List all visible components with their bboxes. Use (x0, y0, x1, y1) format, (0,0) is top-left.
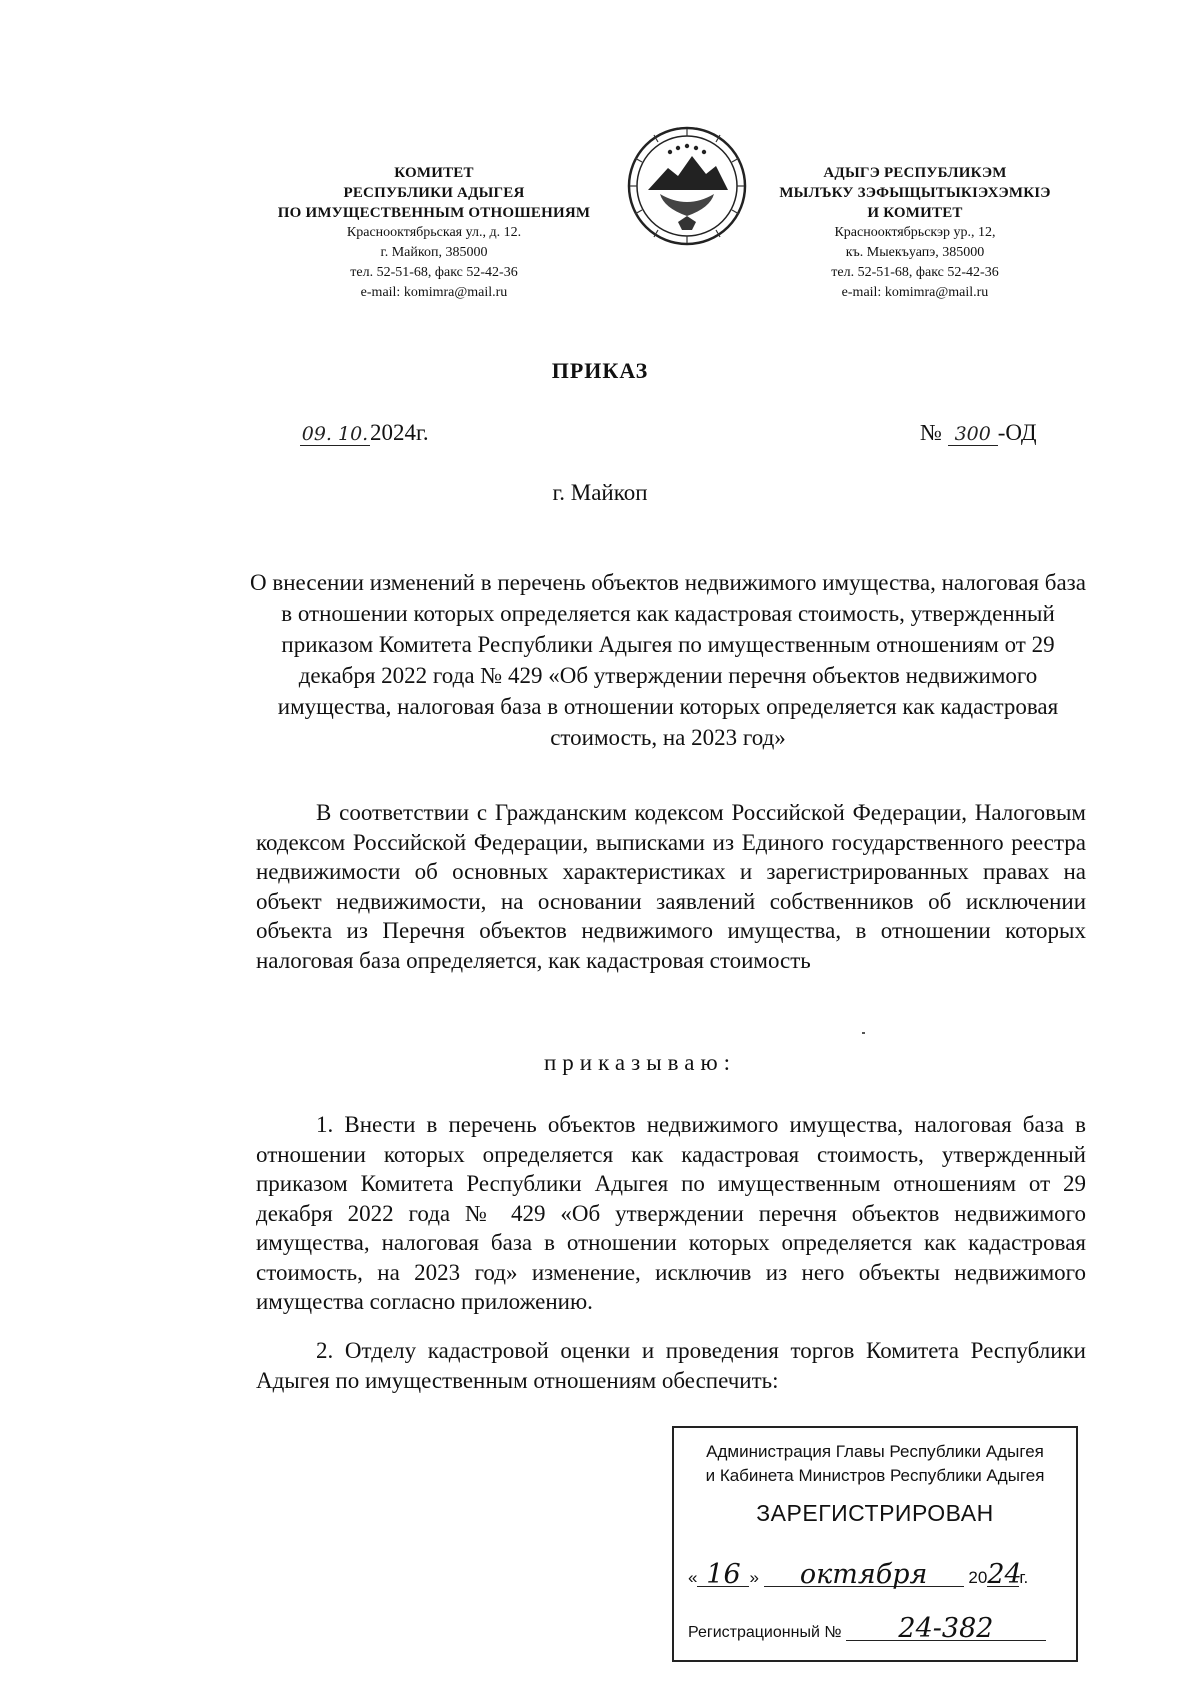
number-handwritten: 300 (948, 423, 998, 446)
stamp-quote-close: » (749, 1568, 759, 1587)
header-right-line3: И КОМИТЕТ (867, 205, 963, 221)
stamp-line2: и Кабинета Министров Республики Адыгея (705, 1466, 1045, 1485)
date-suffix: 2024г. (370, 420, 429, 445)
header-left-address2: г. Майкоп, 385000 (380, 245, 488, 260)
scan-artifact (862, 1032, 865, 1034)
registration-stamp (672, 1426, 1078, 1662)
document-subject: О внесении изменений в перечень объектов недвижимого имущества, налоговая база в отношении которых определяется как кадастровая стоимость, утвержденный приказом Комитета Республики Адыгея по имущественным отношениям от 29 декабря 2022 года № 429 «Об утверждении перечня объектов недвижимого имущества, налоговая база в отношении которых определяется как кадастровая стоимость, на 2023 год» (250, 570, 1086, 750)
document-city: г. Майкоп (552, 480, 648, 505)
header-right-phone: тел. 52-51-68, факс 52-42-36 (831, 265, 999, 280)
item-2-paragraph: 2. Отделу кадастровой оценки и проведения торгов Комитета Республики Адыгея по имущественным отношениям обеспечить: (256, 1338, 1086, 1393)
header-right-address2: къ. Мыекъуапэ, 385000 (845, 245, 985, 260)
number-suffix: -ОД (997, 420, 1037, 445)
adygea-coat-of-arms-icon (620, 124, 754, 248)
header-right-line2: МЫЛЪКУ ЗЭФЫЩЫТЫКIЭХЭМКIЭ (779, 185, 1051, 201)
stamp-line1: Администрация Главы Республики Адыгея (706, 1442, 1044, 1461)
header-right-address1: Краснооктябрьскэр ур., 12, (834, 225, 996, 240)
header-left-line1: КОМИТЕТ (394, 165, 474, 181)
header-left (248, 163, 620, 303)
item-1-paragraph: 1. Внести в перечень объектов недвижимого имущества, налоговая база в отношении которых определяется как кадастровая стоимость, утвержденный приказом Комитета Республики Адыгея по имущественным отношениям от 29 декабря 2022 года № 429 «Об утверждении перечня объектов недвижимого имущества, налоговая база в отношении которых определяется как кадастровая стоимость, на 2023 год» изменение, исключив из него объекты недвижимого имущества согласно приложению. (256, 1112, 1086, 1314)
stamp-reg-value: 24-382 (846, 1618, 1046, 1641)
document-title: ПРИКАЗ (551, 358, 649, 383)
date-handwritten: 09. 10. (301, 423, 369, 445)
stamp-reg-label: Регистрационный № (688, 1624, 842, 1641)
stamp-reg-number (688, 1613, 1068, 1644)
header-left-line2: РЕСПУБЛИКИ АДЫГЕЯ (343, 185, 525, 201)
header-left-phone: тел. 52-51-68, факс 52-42-36 (350, 265, 518, 280)
header-right-line1: АДЫГЭ РЕСПУБЛИКЭМ (823, 165, 1007, 181)
header-left-email: e-mail: komimra@mail.ru (360, 285, 508, 300)
document-number (920, 420, 1037, 446)
stamp-quote-open: « (688, 1568, 698, 1587)
order-word: приказываю: (543, 1050, 737, 1075)
header-left-address1: Краснооктябрьская ул., д. 12. (346, 225, 522, 240)
header-left-line3: ПО ИМУЩЕСТВЕННЫМ ОТНОШЕНИЯМ (277, 205, 591, 221)
document-date (300, 420, 429, 446)
stamp-registered: ЗАРЕГИСТРИРОВАН (756, 1500, 994, 1526)
stamp-date (688, 1559, 1068, 1590)
stamp-day: 16 (697, 1564, 749, 1587)
stamp-month: октября (764, 1564, 964, 1587)
number-prefix: № (920, 420, 942, 445)
header-right-email: e-mail: komimra@mail.ru (841, 285, 989, 300)
stamp-year-g: г. (1019, 1568, 1029, 1587)
basis-paragraph: В соответствии с Гражданским кодексом Российской Федерации, Налоговым кодексом Российской Федерации, выписками из Единого государственного реестра недвижимости об основных характеристиках и зарегистрированных правах на объект недвижимости, на основании заявлений собственников об исключении объекта из Перечня объектов недвижимого имущества, в отношении которых налоговая база определяется, как кадастровая стоимость (256, 800, 1086, 973)
header-right (760, 163, 1070, 303)
stamp-year-suffix: 24 (987, 1559, 1022, 1590)
stamp-year-prefix: 20 (968, 1568, 988, 1587)
